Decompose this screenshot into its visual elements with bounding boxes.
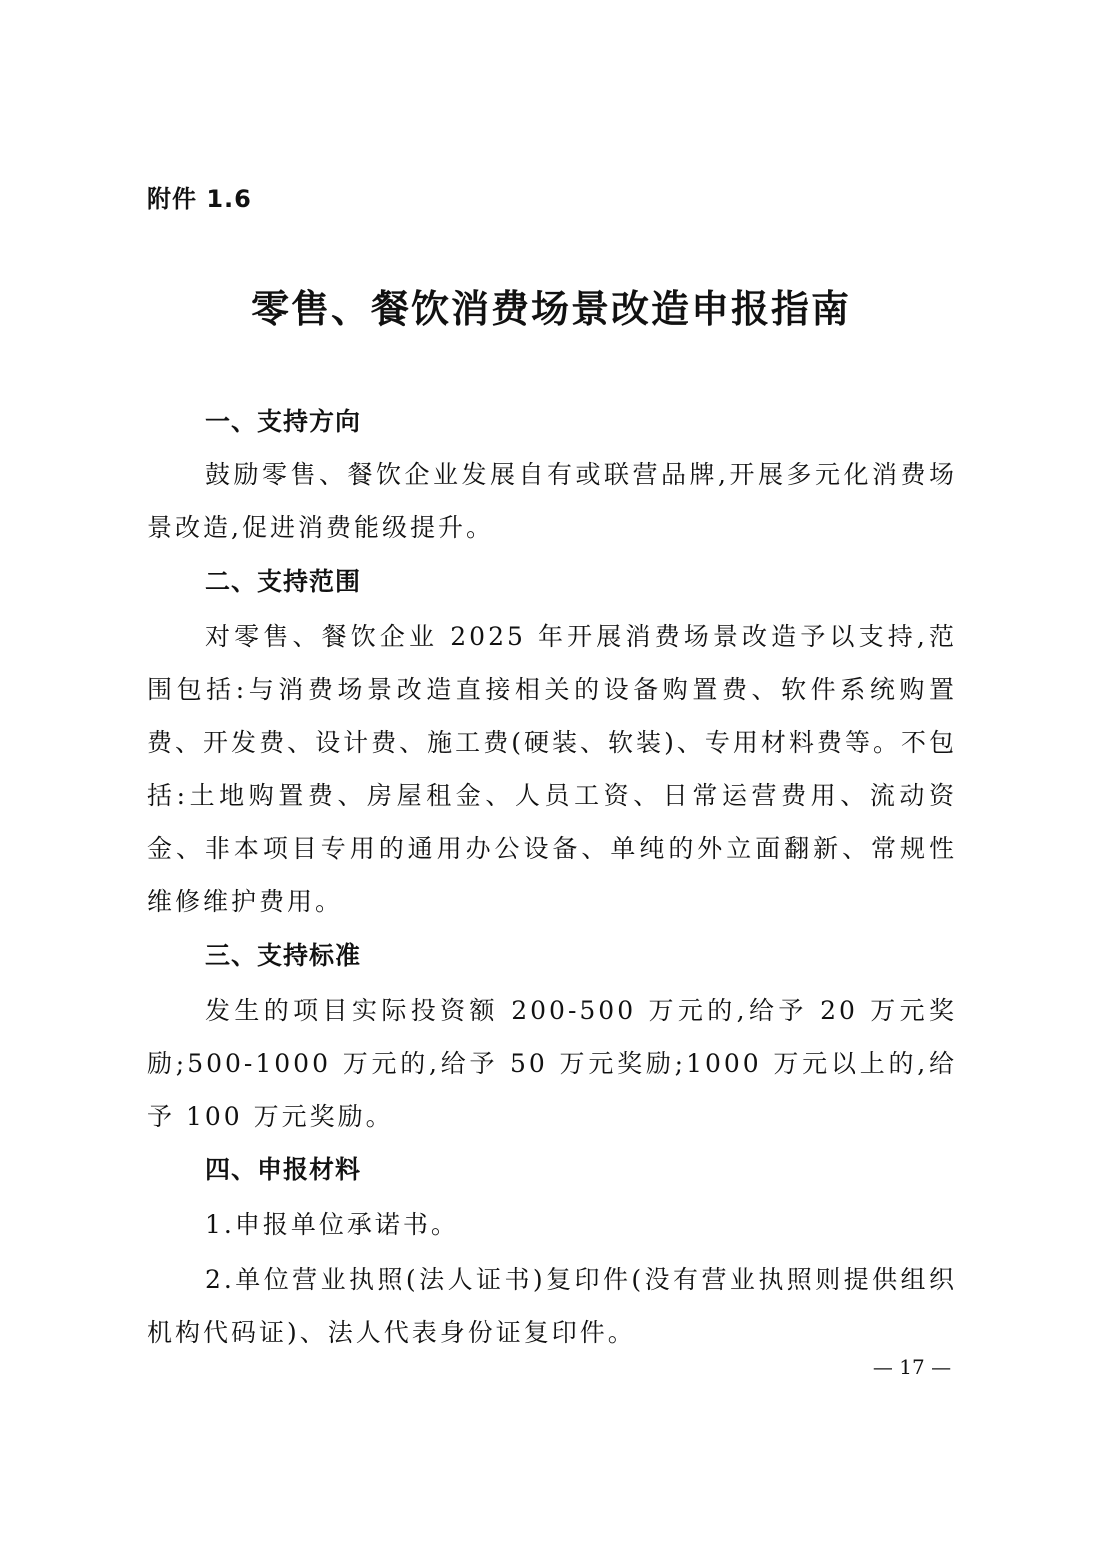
section-heading-support-standard: 三、支持标准 [205,941,362,970]
section-heading-support-direction: 一、支持方向 [205,407,362,436]
section-heading-support-scope: 二、支持范围 [205,567,362,596]
page-number: — 17 — [872,1355,952,1379]
attachment-label: 附件 1.6 [147,185,252,213]
paragraph-support-direction: 鼓励零售、餐饮企业发展自有或联营品牌,开展多元化消费场景改造,促进消费能级提升。 [147,460,957,542]
page-title: 零售、餐饮消费场景改造申报指南 [250,286,851,331]
paragraph-support-standard: 发生的项目实际投资额 200-500 万元的,给予 20 万元奖励;500-1000 万元的,给予 50 万元奖励;1000 万元以上的,给予 100 万元奖励。 [147,996,957,1131]
list-item: 2.单位营业执照(法人证书)复印件(没有营业执照则提供组织机构代码证)、法人代表身份证复印件。 [147,1265,957,1347]
section-heading-application-materials: 四、申报材料 [205,1155,362,1184]
paragraph-support-scope: 对零售、餐饮企业 2025 年开展消费场景改造予以支持,范围包括:与消费场景改造直接相关的设备购置费、软件系统购置费、开发费、设计费、施工费(硬装、软装)、专用材料费等。不包括:土地购置费、房屋租金、人员工资、日常运营费用、流动资金、非本项目专用的通用办公设备、单纯的外立面翻新、常规性维修维护费用。 [147,622,957,916]
list-item: 1.申报单位承诺书。 [205,1210,459,1239]
